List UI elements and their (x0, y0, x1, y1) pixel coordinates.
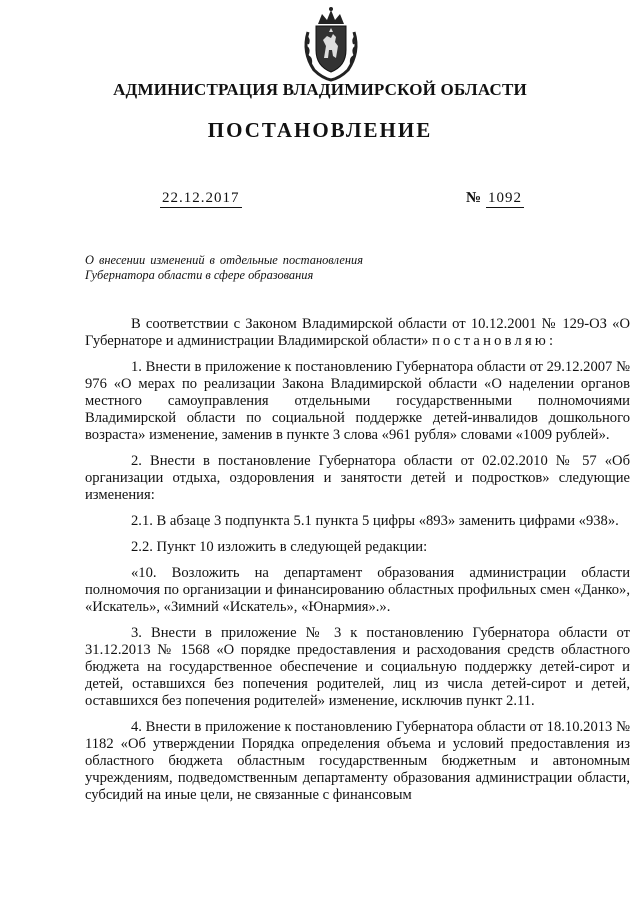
preamble-text: В соответствии с Законом Владимирской области от 10.12.2001 № 129-ОЗ «О Губернаторе и администрации Владимирской области» (85, 316, 630, 349)
number-label: № (466, 190, 482, 206)
paragraph-2: 2. Внести в постановление Губернатора области от 02.02.2010 № 57 «Об организации отдыха, оздоровления и занятости детей и подростков» следующие изменения: (85, 453, 630, 503)
paragraph-2-1: 2.1. В абзаце 3 подпункта 5.1 пункта 5 цифры «893» заменить цифрами «938». (131, 513, 619, 529)
paragraph-3: 3. Внести в приложение № 3 к постановлению Губернатора области от 31.12.2013 № 1568 «О порядке предоставления и расходования средств областного бюджета на государственное обеспечение и социальную поддержку детей-сирот и детей, оставшихся без попечения родителей, лиц из числа детей-сирот и детей, оставшихся без попечения родителей» изменение, исключив пункт 2.11. (85, 625, 630, 709)
paragraph-4: 4. Внести в приложение к постановлению Губернатора области от 18.10.2013 № 1182 «Об утверждении Порядка определения объема и условий предоставления из областного бюджета областным государственным бюджетным и автономным учреждениям, подведомственным департаменту образования администрации области, субсидий на иные цели, не связанные с финансовым (85, 719, 630, 803)
paragraph-1: 1. Внести в приложение к постановлению Губернатора области от 29.12.2007 № 976 «О мерах по реализации Закона Владимирской области «О наделении органов местного самоуправления отдельными государственными полномочиями Владимирской области по социальной поддержке детей-инвалидов дошкольного возраста» изменение, заменив в пункте 3 слова «961 рубля» словами «1009 рублей». (85, 359, 630, 443)
paragraph-2-2: 2.2. Пункт 10 изложить в следующей редакции: (131, 539, 428, 555)
document-subject: О внесении изменений в отдельные постановления Губернатора области в сфере образования (85, 253, 363, 282)
organization-name: АДМИНИСТРАЦИЯ ВЛАДИМИРСКОЙ ОБЛАСТИ (113, 80, 527, 99)
document-date: 22.12.2017 (162, 190, 240, 206)
document-number: 1092 (488, 190, 522, 206)
paragraph-10-quote: «10. Возложить на департамент образования администрации области полномочия по организации и финансированию областных профильных смен «Данко», «Искатель», «Зимний «Искатель», «Юнармия».». (85, 565, 630, 615)
preamble (85, 316, 630, 350)
decree-word: постановляю: (432, 333, 557, 349)
document-title: ПОСТАНОВЛЕНИЕ (207, 118, 433, 142)
coat-of-arms-icon (300, 6, 362, 82)
document-body (85, 316, 630, 813)
